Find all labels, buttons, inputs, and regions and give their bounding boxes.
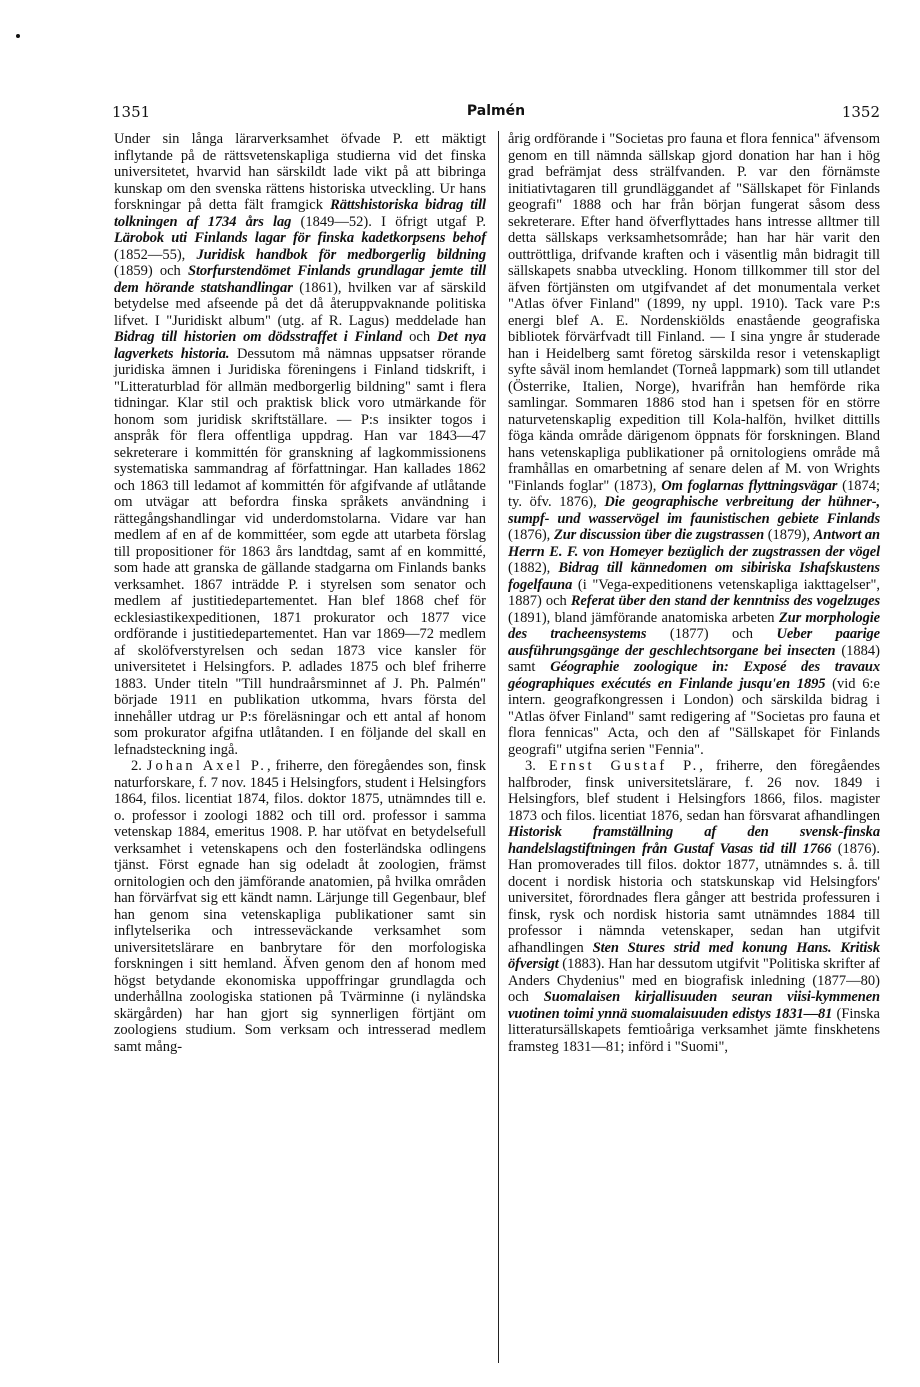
margin-dot (16, 34, 20, 38)
column-divider (498, 131, 499, 1363)
text-run: (Finska litteratursällskapets femtioåriga verksamhet jämte finskhetens framsteg 1831—81; införd i "Suomi", (508, 1005, 880, 1055)
text-run: 3. (525, 758, 549, 774)
right-column (508, 131, 880, 1055)
text-run: årig ordförande i "Societas pro fauna et flora fennica" äfvensom genom en till nämnda sällskap gjord donation har han i hög grad befrämjat dess strälfvanden. P. var den förnämste initiativtagaren till grundläggandet af "Sällskapet för Finlands geografi" 1888 och har från början fungerat såsom dess sekreterare. Efter hand öfverflyttades hans intresse alltmer till detta sällskaps verksamhetsområde; han har här varit den outtröttliga, drifvande kraften och i väsentlig mån bidragit till sällskapets snabba utveckling. Honom tillkommer till stor del äfven förtjänsten om utgifvandet af det monumentala verket "Atlas öfver Finland" (1899, ny uppl. 1910). Tack vare P:s energi blef A. E. Nordenskiölds enastående geografiska bibliotek förvärfvadt till Finland. — I sina yngre år studerade han i Heidelberg samt företog särskilda resor i vetenskapligt syfte såväl inom hemlandet (Torneå lappmark) som till utlandet (Österrike, Italien, Norge), hvarifrån han hemförde rika samlingar. Sommaren 1886 stod han i spetsen för en större naturvetenskaplig expedition till Kola-halfön, hvilket dittills föga kända område därigenom öppnats för forskningen. Bland hans vetenskapliga publikationer på ornitologiens område må framhållas en omarbetning af senare delen af M. von Wrights "Finlands foglar" (1873), (508, 131, 880, 494)
text-run: (1874; ty. öfv. 1876), (508, 477, 880, 510)
work-title: Referat über den stand der kenntniss des vogelzuges (570, 593, 880, 609)
text-run: (1891), bland jämförande anatomiska arbeten (508, 609, 779, 626)
text-run: (1883). Han har dessutom utgifvit "Politiska skrifter af Anders Chydenius" med en biografisk inledning (1877—80) och (508, 956, 880, 1005)
work-title: Rättshistoriska bidrag till tolkningen af 1734 års lag (114, 197, 486, 230)
work-title: Antwort an Herrn E. F. von Homeyer bezüglich der zugstrassen der vögel (508, 527, 880, 560)
work-title: Die geographische verbreitung der hühner-, sumpf- und wasservögel im faunistischen gebiete Finlands (508, 494, 880, 527)
work-title: Ueber paarige ausführungsgänge der geschlechtsorgane bei insecten (508, 626, 881, 659)
text-run: (1852—55), (114, 246, 197, 263)
work-title: Juridisk handbok för medborgerlig bildning (196, 246, 486, 263)
page-number-left: 1351 (112, 103, 151, 121)
text-run: (vid 6:e intern. geografkongressen i London) och särskilda bidrag i "Atlas öfver Finland" samt redigering af "Societas pro fauna et flora fennicas" Acta, och den af "Sällskapet för Finlands geografi" utgifna serien "Fennia". (508, 675, 880, 758)
text-run: (1861), hvilken var af särskild betydelse med afseende på det då återuppvaknande politiska lifvet. I "Juridiskt album" (utg. af R. Lagus) meddelade han (114, 279, 486, 329)
text-run: (1884) samt (508, 642, 880, 675)
text-run: (1876). Han promoverades till filos. doktor 1877, utnämndes s. å. till docent i nordisk historia och statskunskap vid Helsingfors' universitet, förordnades flera gånger att bestrida professuren i finsk, rysk och nordisk historia samt utnämndes 1884 till professor i nämnda vetenskaper, sedan han utgifvit afhandlingen (508, 840, 880, 956)
work-title: Géographie zoologique in: Exposé des travaux géographiques exécutés en Finlande jusqu'en 1895 (508, 659, 880, 692)
work-title: Historisk framställning af den svensk-finska handelslagstiftningen från Gustaf Vasas tid till 1766 (508, 824, 880, 857)
person-name: Johan Axel P. (146, 758, 267, 774)
text-run: Dessutom må nämnas uppsatser rörande juridiska ämnen i Juridiska föreningens i Finland tidskrift, i "Litteraturblad för allmän medborgerlig bildning" samt i flera tidningar. Klar stil och praktisk blick voro utmärkande för honom som juridisk skriftställare. — P:s insikter togos i anspråk för flera offentliga uppdrag. Han var 1843—47 sekreterare i kommittén för granskning af lagkommissionens systematiska sammandrag af författningar. Han kallades 1862 och 1863 till ledamot af kommittén för afgifvande af utlåtande om utvägar att befordra finska språkets användning i rättegångshandlingar vid underdomstolarna. Vidare var han medlem af en af de kommittéer, som egde att utarbeta förslag till propositioner för 1863 års landtdag, samt af en kommitté, som hade att granska de gällande stadgarna om Finlands banks verksamhet. 1867 inträdde P. i styrelsen som senator och medlem af justitiedepartementet. Han blef 1868 chef för ecklesiastikexpeditionen, 1871 prokurator och 1877 vice ordförande i justitiedepartementet. Han var 1869—72 medlem af skolöfverstyrelsen och sedan 1873 vice kansler för universitetet i Helsingfors. P. adlades 1875 och blef friherre 1883. Under titeln "Till hundraårsminnet af J. Ph. Palmén" började 1911 en publikation utkomma, hvars första del innehåller utdrag ur P:s föreläsningar och ett antal af honom som prokurator afgifna utlåtanden. I en följande del skall en lefnadsteckning ingå. (114, 345, 486, 758)
work-title: Storfurstendömet Finlands grundlagar jemte till dem hörande statshandlingar (114, 263, 487, 296)
work-title: Det nya lagverkets historia. (114, 329, 486, 362)
work-title: Bidrag till historien om dödsstraffet i Finland (114, 329, 403, 345)
text-run: (1882), (508, 560, 559, 576)
work-title: Om foglarnas flyttningsvägar (661, 477, 838, 494)
paragraph (114, 758, 486, 1055)
running-title: Palmén (466, 103, 526, 119)
text-run: , friherre, den föregåendes halfbroder, finsk universitetslärare, f. 26 nov. 1849 i Helsingfors, blef student i Helsingfors 1866, filos. magister 1873 och filos. licentiat 1876, sedan han försvarat afhandlingen (508, 758, 880, 824)
work-title: Bidrag till kännedomen om sibiriska Ishafskustens fogelfauna (508, 560, 880, 593)
text-run: (i "Vega-expeditionens vetenskapliga iakttagelser", 1887) och (508, 576, 880, 609)
text-run: 2. (131, 758, 147, 774)
paragraph (114, 131, 486, 758)
person-name: Ernst Gustaf P. (548, 758, 700, 774)
left-column (114, 131, 486, 1055)
page-header (112, 103, 880, 123)
text-run: , friherre, den föregåendes son, finsk naturforskare, f. 7 nov. 1845 i Helsingfors, student i Helsingfors 1864, filos. licentiat 1874, filos. doktor 1875, utnämndes till e. o. professor i zoologi 1882 och till ord. professor i samma vetenskap 1884, emeritus 1908. P. har utöfvat en betydelsefull verksamhet i vetenskapens och den fosterländska odlingens tjänst. Först egnade han sig odeladt åt zoologien, främst ornitologien och den jämförande anatomien, på hvilka områden han förvärfvat sig ett kändt namn. Lärjunge till Gegenbaur, blef han genom sina vetenskapliga publikationer samt sin inflytelserika och intresseväckande verksamhet som universitetslärare en banbrytare för den morfologiska forskningen i sitt hemland. Äfven genom den af honom med högst betydande ekonomiska uppoffringar grundlagda och underhållna zoologiska stationen på Tvärminne (i nyländska skärgården) har han gjort sig synnerligen förtjänt om zoologiens studium. Som verksam och intresserad medlem samt mång- (114, 758, 486, 1055)
paragraph (508, 758, 880, 1055)
work-title: Suomalaisen kirjallisuuden seuran viisi-kymmenen vuotinen toimi ynnä suomalaisuuden edistys 1831—81 (508, 989, 881, 1022)
text-run: (1849—52). I öfrigt utgaf P. (291, 213, 486, 230)
text-run: (1879), (764, 527, 814, 543)
text-run: (1877) och (646, 626, 777, 642)
text-run: Under sin långa lärarverksamhet öfvade P. ett mäktigt inflytande på de rättsvetenskapliga studierna vid det finska universitetet, hvarvid han särskildt lade vikt på att bibringa kunskap om den svenska rättens historiska utveckling. Ur hans forskningar på detta fält framgick (114, 131, 486, 213)
paragraph (508, 131, 880, 758)
text-run: (1859) och (114, 263, 188, 279)
text-run: och (402, 329, 438, 345)
work-title: Zur discussion über die zugstrassen (553, 527, 765, 543)
work-title: Sten Stures strid med konung Hans. Kritisk öfversigt (508, 939, 880, 972)
page-number-right: 1352 (841, 103, 880, 121)
work-title: Lärobok uti Finlands lagar för finska kadetkorpsens behof (114, 230, 486, 246)
work-title: Zur morphologie des tracheensystems (508, 609, 880, 642)
text-run: (1876), (508, 527, 554, 543)
